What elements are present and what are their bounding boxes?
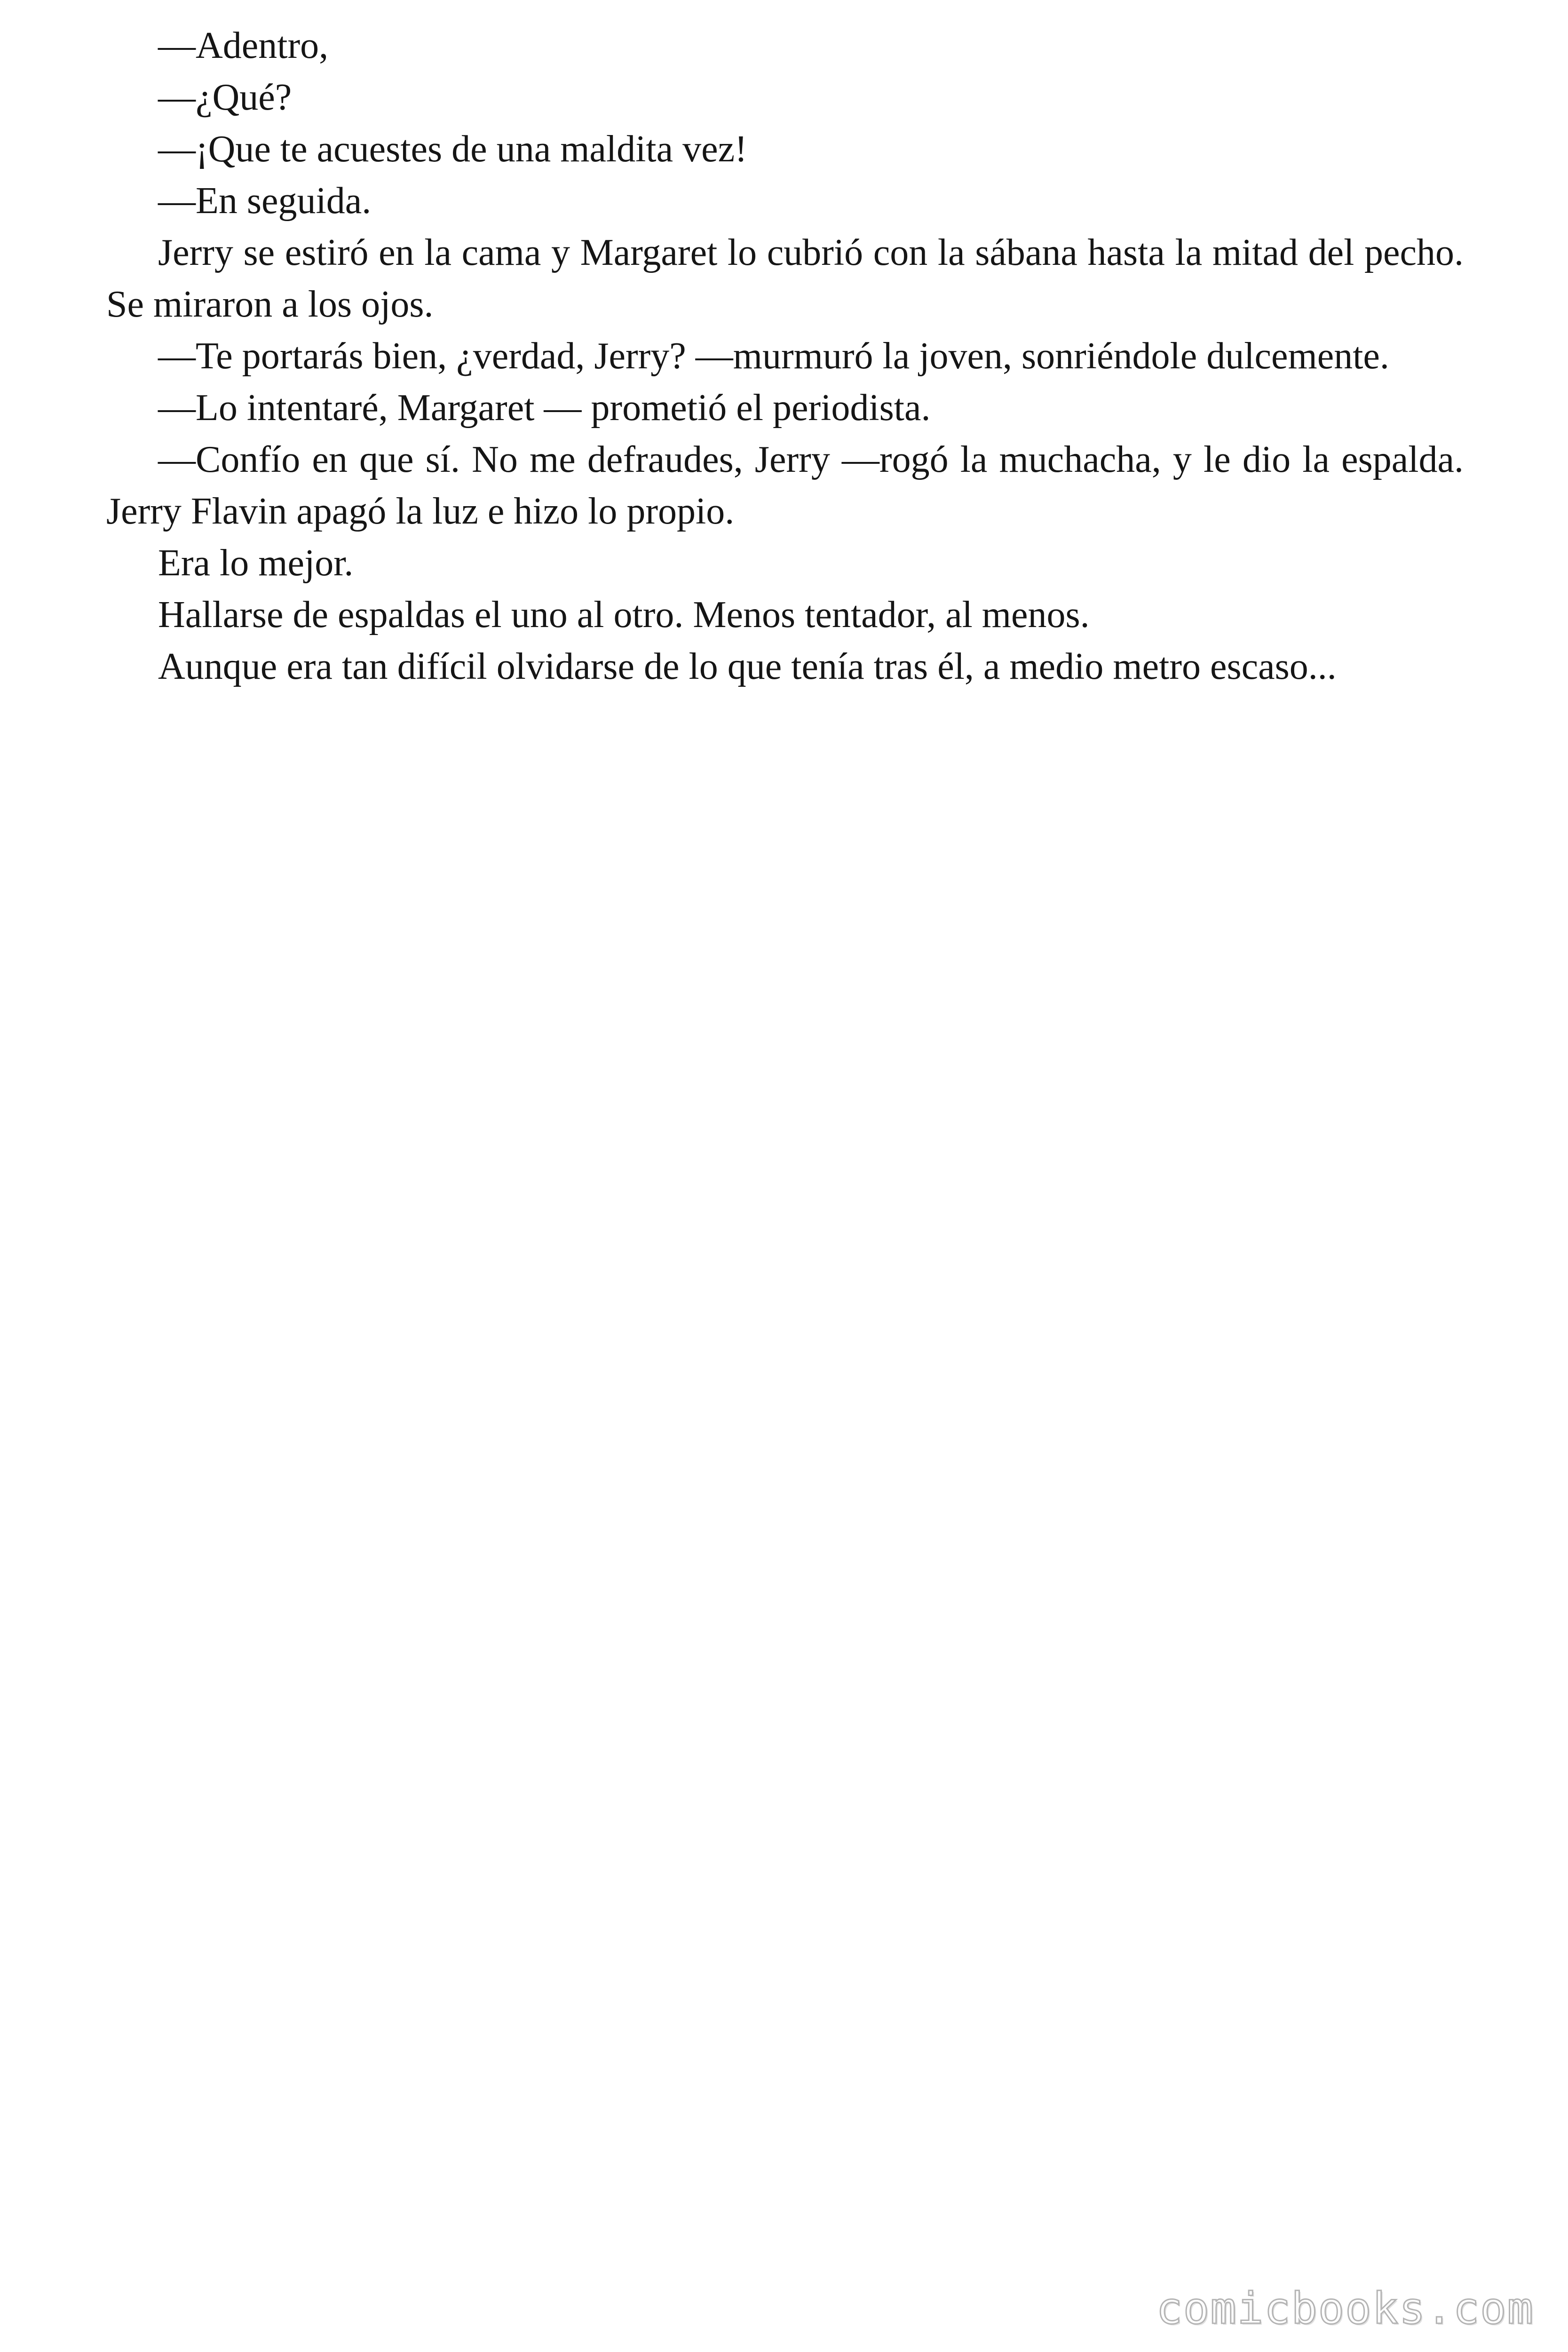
paragraph: Hallarse de espaldas el uno al otro. Menos tentador, al menos. <box>158 594 1090 636</box>
paragraph: —Confío en que sí. No me defraudes, Jerry —rogó la muchacha, y le dio la espalda. Jerry Flavin apagó la luz e hizo lo propio. <box>106 439 1464 532</box>
paragraph: —Adentro, <box>158 25 329 66</box>
paragraph: —¿Qué? <box>158 77 292 118</box>
paragraph: —Te portarás bien, ¿verdad, Jerry? —murmuró la joven, sonriéndole dulcemente. <box>158 335 1389 377</box>
paragraph: —¡Que te acuestes de una maldita vez! <box>158 128 747 170</box>
page-text <box>106 20 1464 692</box>
paragraph: Era lo mejor. <box>158 542 354 584</box>
paragraph: —En seguida. <box>158 180 372 222</box>
watermark: comicbooks.com <box>1156 2283 1534 2334</box>
paragraph: Jerry se estiró en la cama y Margaret lo cubrió con la sábana hasta la mitad del pecho. Se miraron a los ojos. <box>106 232 1464 325</box>
paragraph: —Lo intentaré, Margaret — prometió el periodista. <box>158 387 931 429</box>
paragraph: Aunque era tan difícil olvidarse de lo que tenía tras él, a medio metro escaso... <box>158 646 1337 687</box>
